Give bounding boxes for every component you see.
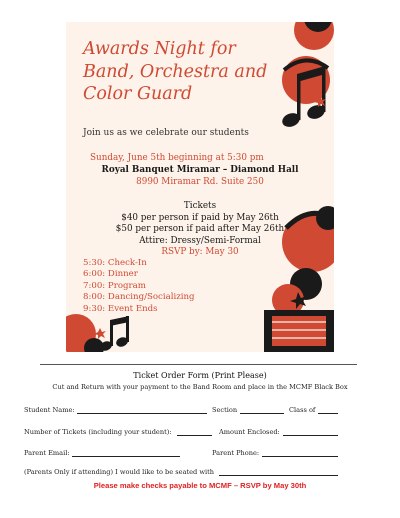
amount-enclosed-field[interactable] xyxy=(283,427,338,436)
parent-phone-field[interactable] xyxy=(262,448,338,457)
event-title-line: Color Guard xyxy=(83,84,193,104)
schedule-item: 5:30: Check-In xyxy=(83,258,147,268)
seated-with-field[interactable] xyxy=(219,467,338,476)
flyer-text xyxy=(66,22,334,352)
schedule-item: 6:00: Dinner xyxy=(83,269,138,280)
form-instructions: Cut and Return with your payment to the Band Room and place in the MCMF Black Box xyxy=(52,383,348,391)
event-date: Sunday, June 5th beginning at 5:30 pm xyxy=(90,153,264,163)
student-name-label: Student Name: xyxy=(24,406,75,414)
price-late: $50 per person if paid after May 26th xyxy=(115,224,285,234)
schedule-item: 7:00: Program xyxy=(83,280,146,291)
event-flyer xyxy=(66,22,334,352)
event-title-line: Awards Night for xyxy=(83,39,236,59)
event-title xyxy=(83,38,283,106)
event-schedule xyxy=(83,258,195,315)
num-tickets-field[interactable] xyxy=(177,427,212,436)
cut-line-divider xyxy=(40,364,357,365)
schedule-item: 9:30: Event Ends xyxy=(83,303,158,314)
class-of-field[interactable] xyxy=(318,405,338,414)
student-name-field[interactable] xyxy=(77,405,207,414)
seated-with-label: (Parents Only if attending) I would like to be seated with xyxy=(24,468,215,476)
event-venue: Royal Banquet Miramar – Diamond Hall xyxy=(101,165,299,175)
event-title-line: Band, Orchestra and xyxy=(83,61,268,82)
attire: Attire: Dressy/Semi-Formal xyxy=(139,235,261,246)
parent-email-field[interactable] xyxy=(72,448,180,457)
payment-notice: Please make checks payable to MCMF – RSVP by May 30th xyxy=(93,481,307,490)
parent-phone-label: Parent Phone: xyxy=(212,449,260,457)
num-tickets-label: Number of Tickets (including your student): xyxy=(24,428,172,436)
section-label: Section xyxy=(212,406,238,414)
schedule-item: 8:00: Dancing/Socializing xyxy=(83,292,195,303)
class-of-label: Class of xyxy=(289,406,316,414)
tickets-heading: Tickets xyxy=(183,201,217,211)
price-early: $40 per person if paid by May 26th xyxy=(121,212,279,223)
ticket-info xyxy=(66,201,334,259)
parent-email-label: Parent Email: xyxy=(24,449,70,457)
amount-enclosed-label: Amount Enclosed: xyxy=(219,428,280,436)
form-title: Ticket Order Form (Print Please) xyxy=(133,371,267,380)
rsvp-date: RSVP by: May 30 xyxy=(161,247,239,257)
invitation-text: Join us as we celebrate our students xyxy=(83,128,249,138)
section-field[interactable] xyxy=(240,405,284,414)
event-address: 8990 Miramar Rd. Suite 250 xyxy=(136,177,264,187)
